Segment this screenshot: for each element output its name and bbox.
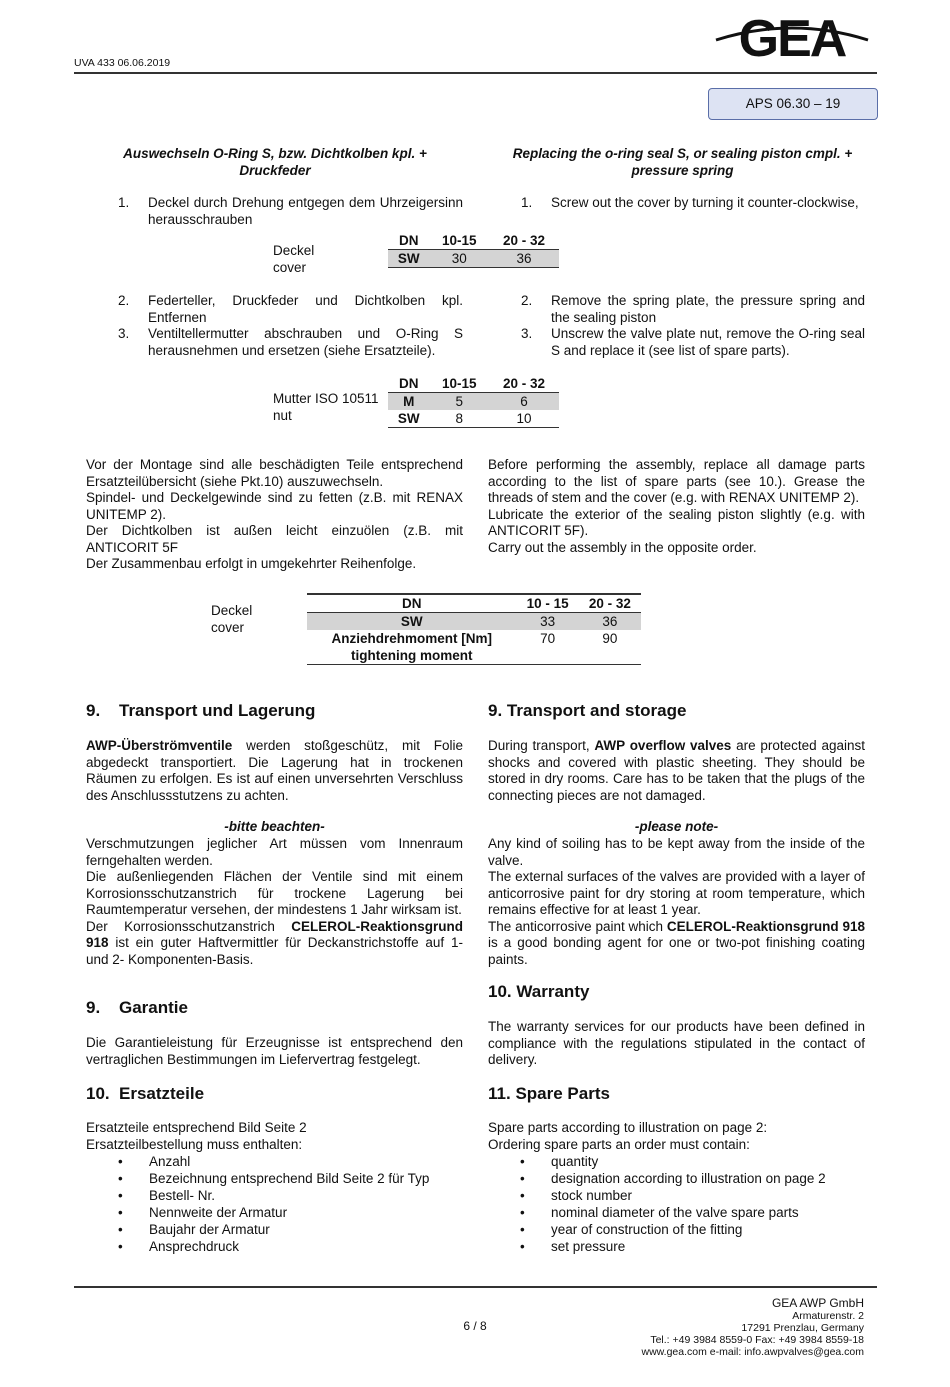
en-spares-heading: 11. Spare Parts <box>488 1084 610 1103</box>
cover-torque-table-label: Deckel cover <box>211 603 253 635</box>
de-spares-list <box>86 1153 463 1255</box>
en-transport-text: During transport, AWP overflow valves are protected against shocks and covered with plastic sheeting. They should be stored in dry rooms. Care has to be taken that the plugs of the connecting pieces are not damaged. <box>488 738 866 803</box>
list-item: • nominal diameter of the valve spare parts <box>488 1204 865 1221</box>
aps-reference-box: APS 06.30 – 19 <box>708 88 878 120</box>
page-number: 6 / 8 <box>463 1319 487 1333</box>
en-warranty-text: The warranty services for our products have been defined in compliance with the regulations stipulated in the contact of delivery. <box>488 1019 865 1067</box>
en-note-text: Any kind of soiling has to be kept away from the inside of the valve. The external surfaces of the valves are provided with a layer of anticorrosive paint for dry storing at room temperature, which remains effective for at least 1 year. The anticorrosive paint which CELEROL-Reaktionsgrund 918 is a good bonding agent for one or two-pot finishing coating paints. <box>488 836 865 967</box>
en-step-list-2 <box>489 293 865 359</box>
de-step-3: 3. Ventiltellermutter abschrauben und O-Ring S herausnehmen und ersetzen (siehe Ersatzteile). <box>118 326 463 358</box>
logo-text: GEA <box>738 10 846 65</box>
en-replace-title: Replacing the o-ring seal S, or sealing piston cmpl. + pressure spring <box>512 146 853 178</box>
en-warranty-heading: 10. Warranty <box>488 982 590 1001</box>
en-step-1: 1. Screw out the cover by turning it counter-clockwise, <box>521 195 859 210</box>
de-step-1: 1. Deckel durch Drehung entgegen dem Uhrzeigersinn herausschrauben <box>118 195 463 227</box>
en-note-heading: -please note- <box>634 819 719 834</box>
en-assembly-notes: Before performing the assembly, replace all damage parts according to the list of spare parts (see 10.). Grease the threads of stem and the cover (e.g. with RENAX UNITEMP 2). Lubricate the exterior of the sealing piston slightly (e.g. with ANTICORIT 5F). Carry out the assembly in the opposite order. <box>488 457 865 555</box>
header-rule <box>74 72 877 74</box>
de-note-heading: -bitte beachten- <box>224 819 325 834</box>
en-spares-block: Spare parts according to illustration on page 2: Ordering spare parts an order must contain: • quantity • designation according to illustration on page 2 • stock number • nominal diameter of the valve spare parts • year of construction of the fitting • set pressure <box>488 1120 865 1255</box>
list-item: • quantity <box>488 1153 865 1170</box>
de-warranty-text: Die Garantieleistung für Erzeugnisse ist entsprechend den vertraglichen Bestimmungen im Liefervertrag festgelegt. <box>86 1035 463 1067</box>
cover-table-label: Deckel cover <box>273 243 315 275</box>
de-note-text: Verschmutzungen jeglicher Art müssen vom Innenraum ferngehalten werden. Die außenliegenden Flächen der Ventile sind mit einem Korrosionsschutzanstrich für trockene Lagerung bei Raumtemperatur versehen, der mindestens 1 Jahr wirksam ist. Der Korrosionsschutzanstrich CELEROL-Reaktionsgrund 918 ist ein guter Haftvermittler für Deckanstrichstoffe auf 1- und 2- Komponenten-Basis. <box>86 836 463 967</box>
de-transport-heading: 9. Transport und Lagerung <box>86 701 316 720</box>
nut-table-label: Mutter ISO 10511 nut <box>273 391 379 423</box>
list-item: • set pressure <box>488 1238 865 1255</box>
cover-wrench-table: DN 10-15 20 - 32 SW 30 36 <box>388 232 559 268</box>
de-step-list-2 <box>86 293 463 359</box>
list-item: • year of construction of the fitting <box>488 1221 865 1238</box>
en-step-2: 2. Remove the spring plate, the pressure spring and the sealing piston <box>521 293 865 325</box>
list-item: • Ansprechdruck <box>86 1238 463 1255</box>
company-address: GEA AWP GmbH Armaturenstr. 2 17291 Prenzlau, Germany Tel.: +49 3984 8559-0 Fax: +49 3984 8559-18 www.gea.com e-mail: info.awpvalves@gea.com <box>641 1296 864 1358</box>
en-transport-heading: 9. Transport and storage <box>488 701 687 720</box>
list-item: • designation according to illustration on page 2 <box>488 1170 865 1187</box>
list-item: • Baujahr der Armatur <box>86 1221 463 1238</box>
nut-table: DN 10-15 20 - 32 M 5 6 SW 8 10 <box>388 375 559 428</box>
footer-rule <box>74 1286 877 1288</box>
de-assembly-notes: Vor der Montage sind alle beschädigten Teile entsprechend Ersatzteilübersicht (siehe Pkt.10) auszuwechseln. Spindel- und Deckelgewinde sind zu fetten (z.B. mit RENAX UNITEMP 2). Der Dichtkolben ist außen leicht einzuölen (z.B. mit ANTICORIT 5F Der Zusammenbau erfolgt in umgekehrter Reihenfolge. <box>86 457 463 571</box>
de-replace-title: Auswechseln O-Ring S, bzw. Dichtkolben kpl. + Druckfeder <box>123 146 427 178</box>
list-item: • Nennweite der Armatur <box>86 1204 463 1221</box>
document-id: UVA 433 06.06.2019 <box>74 57 171 69</box>
de-spares-heading: 10. Ersatzteile <box>86 1084 205 1103</box>
list-item: • Bezeichnung entsprechend Bild Seite 2 für Typ <box>86 1170 463 1187</box>
en-step-list-1 <box>489 195 865 212</box>
list-item: • Anzahl <box>86 1153 463 1170</box>
de-step-list-1 <box>86 195 463 228</box>
gea-logo <box>712 10 872 65</box>
de-warranty-heading: 9. Garantie <box>86 998 188 1017</box>
de-spares-block: Ersatzteile entsprechend Bild Seite 2 Ersatzteilbestellung muss enthalten: • Anzahl • Bezeichnung entsprechend Bild Seite 2 für Typ • Bestell- Nr. • Nennweite der Armatur • Baujahr der Armatur • Ansprechdruck <box>86 1120 463 1255</box>
de-transport-text: AWP-Überströmventile werden stoßgeschütz, mit Folie abgedeckt transportiert. Die Lagerung hat in trockenen Räumen zu erfolgen. Es ist auf einen unversehrten Verschluss des Anschlussstutzens zu achten. <box>86 738 463 803</box>
list-item: • stock number <box>488 1187 865 1204</box>
en-step-3: 3. Unscrew the valve plate nut, remove the O-ring seal S and replace it (see list of spare parts). <box>521 326 865 358</box>
en-spares-list <box>488 1153 865 1255</box>
list-item: • Bestell- Nr. <box>86 1187 463 1204</box>
cover-torque-table: DN 10 - 15 20 - 32 SW 33 36 Anziehdrehmoment [Nm] tightening moment 70 90 <box>307 593 641 665</box>
de-step-2: 2. Federteller, Druckfeder und Dichtkolben kpl. Entfernen <box>118 293 463 325</box>
